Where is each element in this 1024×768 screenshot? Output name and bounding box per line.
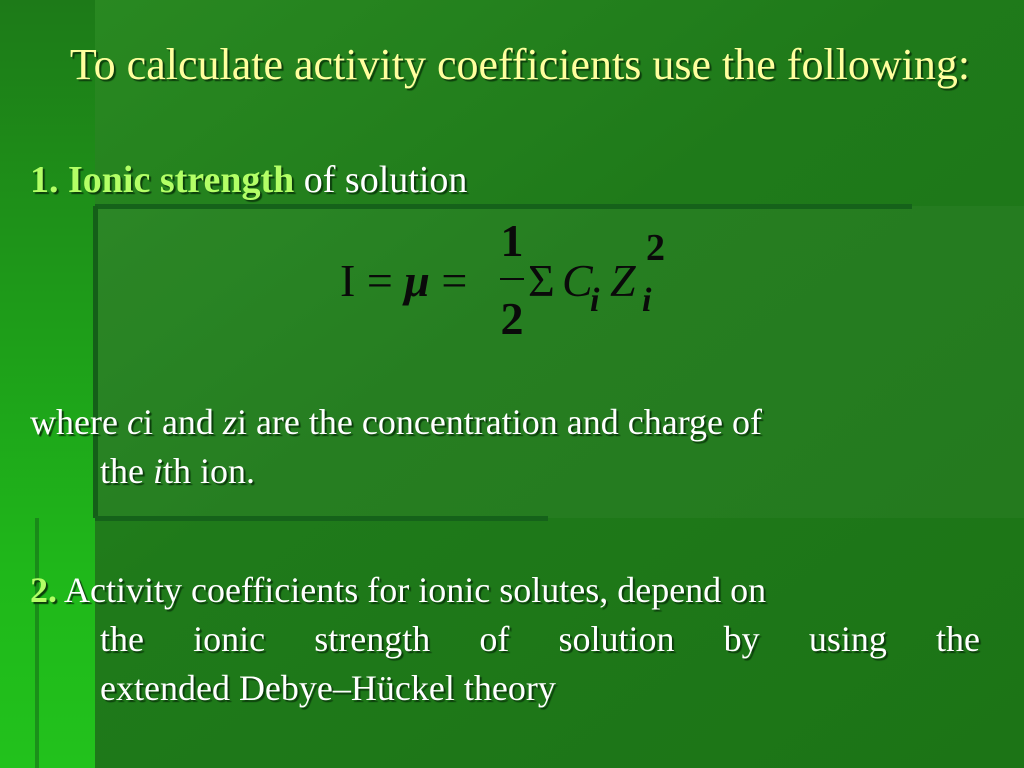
section2-line-2 xyxy=(30,615,980,664)
formula-c: C xyxy=(562,255,593,306)
fraction-numerator: 1 xyxy=(500,215,524,266)
formula-equals-1: = xyxy=(366,255,393,306)
section2-word: by xyxy=(723,619,760,659)
where-line-1 xyxy=(30,398,990,447)
where-text-4: the xyxy=(100,451,153,491)
fraction-bar xyxy=(500,278,524,280)
section2-number: 2. xyxy=(30,570,57,610)
formula-c-subscript: i xyxy=(590,282,600,319)
where-text-5: th ion. xyxy=(163,451,256,491)
fraction-denominator: 2 xyxy=(500,293,524,344)
divider-top xyxy=(95,204,912,209)
section2-line1-text: Activity coefficients for ionic solutes, depend on xyxy=(57,570,767,610)
where-z: z xyxy=(222,402,237,442)
where-paragraph xyxy=(30,398,990,496)
section2-word: of xyxy=(479,619,510,659)
formula-z-superscript: 2 xyxy=(646,227,665,269)
formula-mu: μ xyxy=(404,255,430,306)
section2-word: solution xyxy=(558,619,675,659)
section1-rest: of solution xyxy=(294,159,468,201)
formula-i: I xyxy=(340,255,356,306)
formula-equals-2: = xyxy=(441,255,468,306)
formula-sigma: Σ xyxy=(528,255,555,306)
section2-word: the xyxy=(935,619,980,659)
where-text-2: i and xyxy=(142,402,223,442)
ionic-strength-formula xyxy=(340,212,700,342)
section1-bold: Ionic strength xyxy=(68,159,295,201)
slide-title: To calculate activity coefficients use the following: xyxy=(69,40,971,89)
section2-word: strength xyxy=(314,619,431,659)
where-c: c xyxy=(126,402,143,442)
formula-z: Z xyxy=(610,255,636,306)
section2-word: the xyxy=(100,619,144,659)
section1-heading xyxy=(30,158,467,202)
section2-word: using xyxy=(808,619,887,659)
section2-line-1 xyxy=(30,566,980,615)
formula-lhs xyxy=(340,256,467,306)
where-i: i xyxy=(152,451,163,491)
where-text-3: i are the concentration and charge of xyxy=(236,402,763,442)
section2-paragraph xyxy=(30,566,980,713)
formula-z-subscript: i xyxy=(642,282,652,319)
section1-number: 1. xyxy=(30,159,59,201)
section2-line-3: extended Debye–Hückel theory xyxy=(100,668,556,708)
section2-word: ionic xyxy=(193,619,266,659)
where-text-1: where xyxy=(30,402,127,442)
where-line-2 xyxy=(30,447,990,496)
divider-middle xyxy=(95,516,548,521)
